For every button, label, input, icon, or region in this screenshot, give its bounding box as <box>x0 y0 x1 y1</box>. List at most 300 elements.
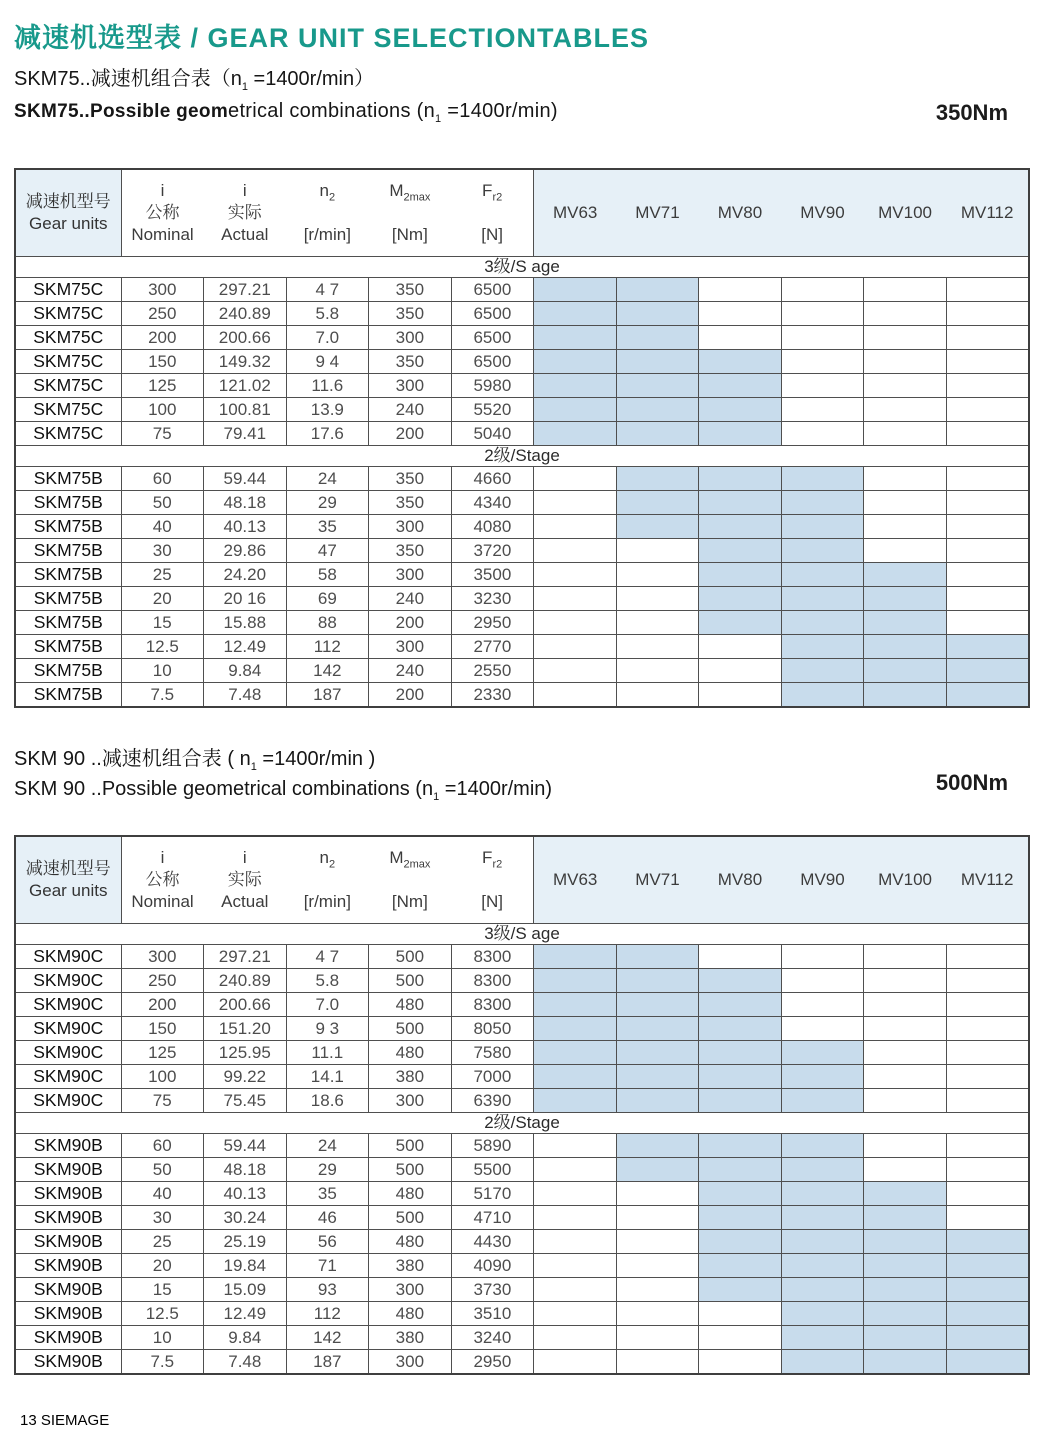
mv-cell-mv90 <box>781 422 864 446</box>
value-cell: 350 <box>369 350 452 374</box>
value-cell: 500 <box>369 945 452 969</box>
value-cell: 4 7 <box>286 945 369 969</box>
value-cell: 93 <box>286 1278 369 1302</box>
value-cell: 240 <box>369 587 452 611</box>
model-cell: SKM90C <box>15 945 121 969</box>
mv-header-mv90: MV90 <box>781 836 864 924</box>
model-cell: SKM75B <box>15 611 121 635</box>
value-cell: 3720 <box>451 539 534 563</box>
value-cell: 200 <box>369 422 452 446</box>
mv-cell-mv90 <box>781 683 864 708</box>
torque-rating-skm75: 350Nm <box>935 100 1008 125</box>
value-cell: 240.89 <box>204 302 287 326</box>
mv-cell-mv80 <box>699 1206 782 1230</box>
mv-cell-mv71 <box>616 515 699 539</box>
value-cell: 19.84 <box>204 1254 287 1278</box>
stage-band-row <box>15 1113 1029 1134</box>
mv-cell-mv112 <box>946 1326 1029 1350</box>
value-cell: 47 <box>286 539 369 563</box>
value-cell: 300 <box>121 945 204 969</box>
mv-cell-mv63 <box>534 1089 617 1113</box>
mv-cell-mv71 <box>616 1302 699 1326</box>
model-cell: SKM75C <box>15 422 121 446</box>
header-cell: $M_{2max}$ [Nm] <box>369 169 452 257</box>
value-cell: 500 <box>369 1158 452 1182</box>
mv-cell-mv100 <box>864 326 947 350</box>
mv-cell-mv100 <box>864 563 947 587</box>
gear-selection-table-skm90 <box>14 835 1030 1375</box>
mv-cell-mv71 <box>616 1254 699 1278</box>
value-cell: 500 <box>369 1134 452 1158</box>
value-cell: 40.13 <box>204 1182 287 1206</box>
value-cell: 30 <box>121 1206 204 1230</box>
model-cell: SKM75C <box>15 350 121 374</box>
mv-cell-mv71 <box>616 1230 699 1254</box>
mv-cell-mv63 <box>534 1350 617 1375</box>
value-cell: 25 <box>121 1230 204 1254</box>
mv-cell-mv80 <box>699 611 782 635</box>
value-cell: 4340 <box>451 491 534 515</box>
value-cell: 6500 <box>451 350 534 374</box>
mv-cell-mv71 <box>616 1350 699 1375</box>
value-cell: 300 <box>369 563 452 587</box>
table-row <box>15 1182 1029 1206</box>
header-cell: $n_2$ [r/min] <box>286 836 369 924</box>
mv-header-mv71: MV71 <box>616 836 699 924</box>
value-cell: 3240 <box>451 1326 534 1350</box>
value-cell: 3230 <box>451 587 534 611</box>
mv-cell-mv112 <box>946 635 1029 659</box>
value-cell: 5890 <box>451 1134 534 1158</box>
mv-cell-mv71 <box>616 1134 699 1158</box>
value-cell: 2950 <box>451 611 534 635</box>
mv-cell-mv90 <box>781 993 864 1017</box>
stage-band-row <box>15 257 1029 278</box>
page-footer: 13 SIEMAGE <box>20 1412 110 1429</box>
table-row <box>15 1326 1029 1350</box>
value-cell: 7.48 <box>204 683 287 708</box>
value-cell: 300 <box>369 326 452 350</box>
value-cell: 20 <box>121 587 204 611</box>
skm90-subtitle-en <box>14 778 552 803</box>
table-row <box>15 1254 1029 1278</box>
mv-cell-mv63 <box>534 1302 617 1326</box>
stage-band-row <box>15 924 1029 945</box>
value-cell: 8300 <box>451 945 534 969</box>
mv-cell-mv112 <box>946 1182 1029 1206</box>
mv-cell-mv63 <box>534 302 617 326</box>
mv-cell-mv71 <box>616 1278 699 1302</box>
model-cell: SKM75B <box>15 635 121 659</box>
mv-cell-mv112 <box>946 563 1029 587</box>
value-cell: 46 <box>286 1206 369 1230</box>
mv-header-mv100: MV100 <box>864 836 947 924</box>
mv-cell-mv63 <box>534 659 617 683</box>
value-cell: 200 <box>121 326 204 350</box>
value-cell: 112 <box>286 635 369 659</box>
value-cell: 20 <box>121 1254 204 1278</box>
value-cell: 300 <box>121 278 204 302</box>
value-cell: 88 <box>286 611 369 635</box>
model-cell: SKM75C <box>15 278 121 302</box>
header-cell: $M_{2max}$ [Nm] <box>369 836 452 924</box>
mv-cell-mv63 <box>534 1230 617 1254</box>
mv-cell-mv112 <box>946 1302 1029 1326</box>
mv-cell-mv100 <box>864 467 947 491</box>
mv-cell-mv90 <box>781 563 864 587</box>
mv-cell-mv80 <box>699 302 782 326</box>
mv-cell-mv63 <box>534 1206 617 1230</box>
value-cell: 350 <box>369 539 452 563</box>
table-row <box>15 467 1029 491</box>
value-cell: 20 16 <box>204 587 287 611</box>
mv-cell-mv63 <box>534 683 617 708</box>
mv-cell-mv80 <box>699 515 782 539</box>
mv-cell-mv71 <box>616 1017 699 1041</box>
mv-header-mv112: MV112 <box>946 836 1029 924</box>
mv-cell-mv90 <box>781 1158 864 1182</box>
mv-header-mv100: MV100 <box>864 169 947 257</box>
value-cell: 71 <box>286 1254 369 1278</box>
value-cell: 6500 <box>451 278 534 302</box>
value-cell: 30 <box>121 539 204 563</box>
value-cell: 297.21 <box>204 945 287 969</box>
skm90-subtitle-zh <box>14 742 375 773</box>
mv-cell-mv80 <box>699 467 782 491</box>
mv-cell-mv112 <box>946 969 1029 993</box>
value-cell: 5500 <box>451 1158 534 1182</box>
mv-cell-mv71 <box>616 635 699 659</box>
header-cell: $n_2$ [r/min] <box>286 169 369 257</box>
mv-cell-mv100 <box>864 683 947 708</box>
value-cell: 59.44 <box>204 1134 287 1158</box>
mv-cell-mv112 <box>946 1065 1029 1089</box>
mv-cell-mv90 <box>781 302 864 326</box>
value-cell: 100 <box>121 398 204 422</box>
mv-cell-mv80 <box>699 326 782 350</box>
mv-cell-mv100 <box>864 587 947 611</box>
mv-cell-mv112 <box>946 587 1029 611</box>
value-cell: 12.5 <box>121 635 204 659</box>
mv-cell-mv71 <box>616 398 699 422</box>
value-cell: 5.8 <box>286 969 369 993</box>
value-cell: 5.8 <box>286 302 369 326</box>
table-row <box>15 350 1029 374</box>
mv-header-mv63: MV63 <box>534 169 617 257</box>
value-cell: 3510 <box>451 1302 534 1326</box>
value-cell: 2770 <box>451 635 534 659</box>
mv-cell-mv90 <box>781 587 864 611</box>
subscript: 1 <box>433 791 440 803</box>
table-row <box>15 422 1029 446</box>
mv-cell-mv80 <box>699 350 782 374</box>
value-cell: 250 <box>121 302 204 326</box>
subtitle-text: =1400r/min） <box>247 68 375 90</box>
value-cell: 112 <box>286 1302 369 1326</box>
mv-cell-mv80 <box>699 1041 782 1065</box>
mv-cell-mv71 <box>616 422 699 446</box>
value-cell: 480 <box>369 1041 452 1065</box>
value-cell: 480 <box>369 1182 452 1206</box>
mv-cell-mv80 <box>699 683 782 708</box>
value-cell: 17.6 <box>286 422 369 446</box>
mv-cell-mv112 <box>946 1158 1029 1182</box>
page-title: 减速机选型表 / GEAR UNIT SELECTIONTABLES <box>14 23 650 53</box>
value-cell: 8300 <box>451 969 534 993</box>
subtitle-text: SKM 90 ..Possible geometrical combinations (n <box>14 778 434 800</box>
mv-cell-mv63 <box>534 491 617 515</box>
value-cell: 40 <box>121 1182 204 1206</box>
table-row <box>15 539 1029 563</box>
mv-cell-mv63 <box>534 635 617 659</box>
table-row <box>15 1089 1029 1113</box>
value-cell: 250 <box>121 969 204 993</box>
value-cell: 40 <box>121 515 204 539</box>
mv-cell-mv112 <box>946 467 1029 491</box>
value-cell: 99.22 <box>204 1065 287 1089</box>
value-cell: 480 <box>369 1230 452 1254</box>
stage-band-row <box>15 446 1029 467</box>
table-row <box>15 1065 1029 1089</box>
mv-cell-mv90 <box>781 1017 864 1041</box>
mv-cell-mv90 <box>781 515 864 539</box>
value-cell: 7.0 <box>286 326 369 350</box>
stage-band-label: 2级/Stage <box>15 1113 1029 1134</box>
mv-cell-mv63 <box>534 969 617 993</box>
mv-cell-mv90 <box>781 1230 864 1254</box>
mv-cell-mv80 <box>699 1017 782 1041</box>
table-row <box>15 683 1029 708</box>
mv-cell-mv63 <box>534 398 617 422</box>
value-cell: 150 <box>121 1017 204 1041</box>
value-cell: 4660 <box>451 467 534 491</box>
value-cell: 150 <box>121 350 204 374</box>
mv-cell-mv100 <box>864 1326 947 1350</box>
value-cell: 500 <box>369 969 452 993</box>
value-cell: 24.20 <box>204 563 287 587</box>
mv-cell-mv100 <box>864 1065 947 1089</box>
value-cell: 200 <box>369 683 452 708</box>
value-cell: 125 <box>121 374 204 398</box>
mv-cell-mv63 <box>534 422 617 446</box>
value-cell: 187 <box>286 683 369 708</box>
value-cell: 480 <box>369 993 452 1017</box>
mv-cell-mv80 <box>699 1065 782 1089</box>
mv-cell-mv100 <box>864 635 947 659</box>
mv-cell-mv80 <box>699 374 782 398</box>
mv-cell-mv90 <box>781 539 864 563</box>
model-cell: SKM75B <box>15 659 121 683</box>
mv-cell-mv80 <box>699 1278 782 1302</box>
value-cell: 4 7 <box>286 278 369 302</box>
mv-cell-mv90 <box>781 1206 864 1230</box>
value-cell: 300 <box>369 374 452 398</box>
mv-cell-mv112 <box>946 993 1029 1017</box>
value-cell: 9 3 <box>286 1017 369 1041</box>
table-row <box>15 1158 1029 1182</box>
value-cell: 240.89 <box>204 969 287 993</box>
value-cell: 5170 <box>451 1182 534 1206</box>
table-row <box>15 1134 1029 1158</box>
value-cell: 350 <box>369 467 452 491</box>
mv-cell-mv100 <box>864 491 947 515</box>
mv-cell-mv63 <box>534 1254 617 1278</box>
mv-cell-mv63 <box>534 587 617 611</box>
mv-cell-mv100 <box>864 993 947 1017</box>
table-row <box>15 374 1029 398</box>
mv-cell-mv63 <box>534 945 617 969</box>
value-cell: 8300 <box>451 993 534 1017</box>
value-cell: 12.5 <box>121 1302 204 1326</box>
value-cell: 125 <box>121 1041 204 1065</box>
mv-cell-mv80 <box>699 945 782 969</box>
mv-cell-mv100 <box>864 374 947 398</box>
mv-cell-mv90 <box>781 969 864 993</box>
value-cell: 5040 <box>451 422 534 446</box>
mv-cell-mv80 <box>699 993 782 1017</box>
mv-cell-mv100 <box>864 1302 947 1326</box>
subtitle-text: =1400r/min) <box>441 100 558 122</box>
mv-cell-mv112 <box>946 350 1029 374</box>
value-cell: 3500 <box>451 563 534 587</box>
table-header-row <box>15 169 1029 257</box>
value-cell: 300 <box>369 515 452 539</box>
model-cell: SKM90B <box>15 1254 121 1278</box>
value-cell: 15.09 <box>204 1278 287 1302</box>
mv-header-mv90: MV90 <box>781 169 864 257</box>
header-cell: $F_{r2}$ [N] <box>451 836 534 924</box>
value-cell: 18.6 <box>286 1089 369 1113</box>
mv-cell-mv100 <box>864 1182 947 1206</box>
value-cell: 9 4 <box>286 350 369 374</box>
mv-cell-mv100 <box>864 969 947 993</box>
mv-cell-mv71 <box>616 467 699 491</box>
mv-cell-mv71 <box>616 302 699 326</box>
stage-band-label: 3级/S age <box>15 257 1029 278</box>
value-cell: 121.02 <box>204 374 287 398</box>
mv-cell-mv100 <box>864 1134 947 1158</box>
value-cell: 200 <box>121 993 204 1017</box>
mv-cell-mv112 <box>946 302 1029 326</box>
value-cell: 25.19 <box>204 1230 287 1254</box>
table-row <box>15 1350 1029 1375</box>
mv-cell-mv63 <box>534 326 617 350</box>
value-cell: 125.95 <box>204 1041 287 1065</box>
value-cell: 149.32 <box>204 350 287 374</box>
gear-selection-table-skm75 <box>14 168 1030 708</box>
value-cell: 4090 <box>451 1254 534 1278</box>
mv-cell-mv80 <box>699 1302 782 1326</box>
mv-cell-mv112 <box>946 1230 1029 1254</box>
mv-cell-mv90 <box>781 374 864 398</box>
mv-cell-mv100 <box>864 515 947 539</box>
table-row <box>15 635 1029 659</box>
value-cell: 142 <box>286 1326 369 1350</box>
model-cell: SKM90B <box>15 1350 121 1375</box>
mv-cell-mv71 <box>616 587 699 611</box>
model-cell: SKM75B <box>15 467 121 491</box>
mv-cell-mv63 <box>534 278 617 302</box>
value-cell: 7000 <box>451 1065 534 1089</box>
model-cell: SKM90B <box>15 1302 121 1326</box>
value-cell: 5980 <box>451 374 534 398</box>
model-cell: SKM90B <box>15 1134 121 1158</box>
mv-cell-mv63 <box>534 467 617 491</box>
mv-cell-mv80 <box>699 1182 782 1206</box>
value-cell: 380 <box>369 1254 452 1278</box>
mv-cell-mv63 <box>534 1182 617 1206</box>
value-cell: 500 <box>369 1017 452 1041</box>
mv-cell-mv112 <box>946 683 1029 708</box>
value-cell: 15 <box>121 1278 204 1302</box>
mv-cell-mv90 <box>781 1089 864 1113</box>
table-row <box>15 1206 1029 1230</box>
value-cell: 29.86 <box>204 539 287 563</box>
mv-cell-mv80 <box>699 491 782 515</box>
value-cell: 11.1 <box>286 1041 369 1065</box>
header-cell: i 公称 Nominal <box>121 836 204 924</box>
table-row <box>15 1278 1029 1302</box>
value-cell: 3730 <box>451 1278 534 1302</box>
value-cell: 240 <box>369 398 452 422</box>
mv-cell-mv63 <box>534 1065 617 1089</box>
mv-cell-mv71 <box>616 1182 699 1206</box>
mv-cell-mv71 <box>616 563 699 587</box>
mv-cell-mv71 <box>616 1206 699 1230</box>
model-cell: SKM90B <box>15 1206 121 1230</box>
table-row <box>15 1230 1029 1254</box>
value-cell: 56 <box>286 1230 369 1254</box>
value-cell: 30.24 <box>204 1206 287 1230</box>
value-cell: 10 <box>121 659 204 683</box>
mv-cell-mv112 <box>946 1206 1029 1230</box>
mv-header-mv112: MV112 <box>946 169 1029 257</box>
value-cell: 300 <box>369 635 452 659</box>
subtitle-text: SKM 90 ..减速机组合表 ( n <box>14 748 251 770</box>
mv-cell-mv63 <box>534 515 617 539</box>
header-cell: i 实际 Actual <box>204 169 287 257</box>
model-cell: SKM90B <box>15 1182 121 1206</box>
mv-cell-mv112 <box>946 611 1029 635</box>
model-cell: SKM90C <box>15 1017 121 1041</box>
subtitle-bold: SKM75..Possible geom <box>14 101 229 122</box>
mv-cell-mv100 <box>864 1041 947 1065</box>
model-cell: SKM90C <box>15 1041 121 1065</box>
table-row <box>15 563 1029 587</box>
model-cell: SKM75B <box>15 683 121 708</box>
mv-cell-mv90 <box>781 1350 864 1375</box>
value-cell: 40.13 <box>204 515 287 539</box>
mv-cell-mv100 <box>864 398 947 422</box>
table-row <box>15 398 1029 422</box>
value-cell: 300 <box>369 1350 452 1375</box>
model-cell: SKM90C <box>15 1089 121 1113</box>
value-cell: 29 <box>286 491 369 515</box>
subscript: 1 <box>241 81 248 93</box>
mv-cell-mv90 <box>781 491 864 515</box>
mv-cell-mv90 <box>781 635 864 659</box>
value-cell: 4430 <box>451 1230 534 1254</box>
mv-cell-mv71 <box>616 539 699 563</box>
value-cell: 9.84 <box>204 1326 287 1350</box>
value-cell: 35 <box>286 515 369 539</box>
mv-cell-mv63 <box>534 1158 617 1182</box>
mv-cell-mv112 <box>946 539 1029 563</box>
value-cell: 380 <box>369 1065 452 1089</box>
header-cell: i 公称 Nominal <box>121 169 204 257</box>
value-cell: 200.66 <box>204 993 287 1017</box>
value-cell: 25 <box>121 563 204 587</box>
